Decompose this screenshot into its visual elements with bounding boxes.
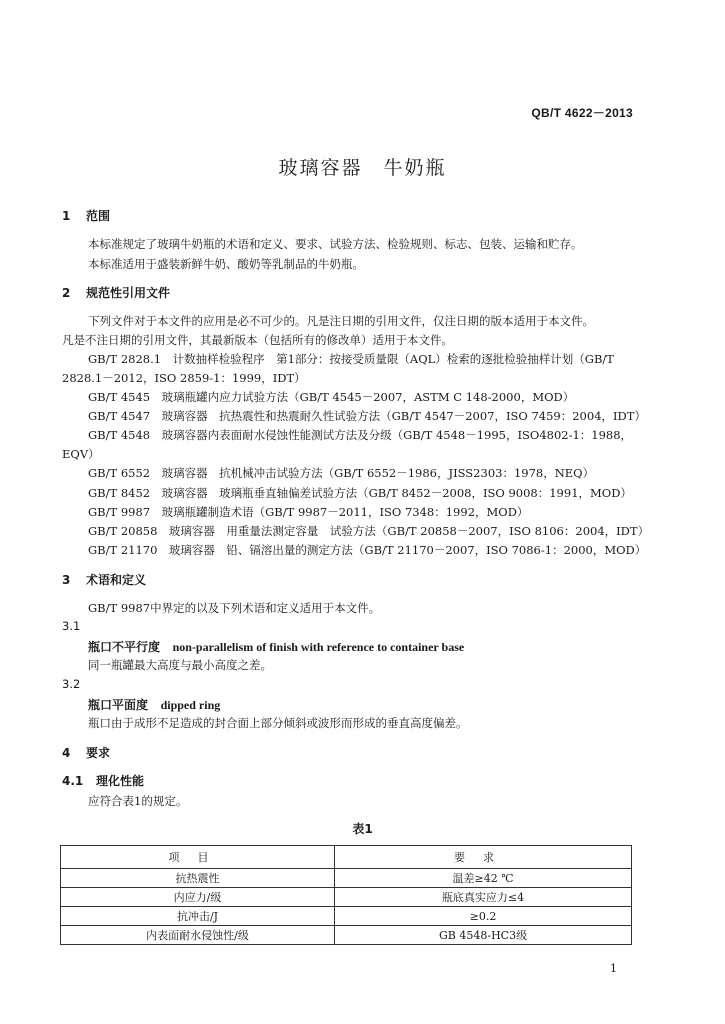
standard-number: QB/T 4622－2013 — [531, 106, 633, 120]
reference-item-cont: 2828.1－2012，ISO 2859-1：1999，IDT） — [62, 371, 306, 385]
requirements-table — [60, 845, 632, 945]
table-cell: 内应力/级 — [61, 888, 335, 907]
paragraph: 本标准适用于盛装新鲜牛奶、酸奶等乳制品的牛奶瓶。 — [88, 257, 364, 271]
table-cell: 温差≥42 ℃ — [335, 869, 632, 888]
table-caption: 表1 — [352, 822, 373, 836]
table-row — [61, 907, 632, 926]
section-3-heading — [62, 571, 146, 588]
term-heading — [88, 696, 220, 713]
reference-item: GB/T 4545 玻璃瓶罐内应力试验方法（GB/T 4545－2007，ASTM C 148-2000，MOD） — [88, 390, 575, 404]
section-title: 要求 — [86, 746, 111, 760]
paragraph: 凡是不注日期的引用文件，其最新版本（包括所有的修改单）适用于本文件。 — [62, 333, 453, 347]
term-en: non-parallelism of finish with reference to container base — [172, 640, 465, 654]
reference-item: GB/T 8452 玻璃容器 玻璃瓶垂直轴偏差试验方法（GB/T 8452－2008，ISO 9008：1991，MOD） — [88, 486, 632, 500]
section-4-heading — [62, 744, 110, 761]
term-definition: 瓶口由于成形不足造成的封合面上部分倾斜或波形而形成的垂直高度偏差。 — [88, 716, 468, 730]
table-cell: 抗冲击/J — [61, 907, 335, 926]
section-number: 3 — [62, 573, 71, 587]
term-zh: 瓶口不平行度 — [88, 640, 161, 654]
section-title: 术语和定义 — [86, 573, 147, 587]
table-cell: ≥0.2 — [335, 907, 632, 926]
table-cell: GB 4548-HC3级 — [335, 926, 632, 945]
term-zh: 瓶口平面度 — [88, 698, 149, 712]
section-title: 规范性引用文件 — [86, 286, 171, 300]
reference-item: GB/T 4548 玻璃容器内表面耐水侵蚀性能测试方法及分级（GB/T 4548－1995，ISO4802-1：1988， — [88, 428, 633, 442]
term-definition: 同一瓶罐最大高度与最小高度之差。 — [88, 658, 272, 672]
table-cell: 瓶底真实应力≤4 — [335, 888, 632, 907]
reference-item: GB/T 9987 玻璃瓶罐制造术语（GB/T 9987－2011，ISO 7348：1992，MOD） — [88, 505, 529, 519]
table-row — [61, 888, 632, 907]
table-cell: 内表面耐水侵蚀性/级 — [61, 926, 335, 945]
section-title: 范围 — [86, 209, 111, 223]
table-header-cell: 要求 — [335, 846, 632, 869]
paragraph: 下列文件对于本文件的应用是必不可少的。凡是注日期的引用文件，仅注日期的版本适用于本文件。 — [88, 314, 594, 328]
term-number: 3.1 — [62, 619, 81, 633]
reference-item-cont: EQV） — [62, 447, 100, 461]
section-number: 1 — [62, 209, 71, 223]
reference-item: GB/T 6552 玻璃容器 抗机械冲击试验方法（GB/T 6552－1986，JISS2303：1978，NEQ） — [88, 466, 595, 480]
reference-item: GB/T 21170 玻璃容器 铅、镉溶出量的测定方法（GB/T 21170－2007，ISO 7086-1：2000，MOD） — [88, 543, 647, 557]
table-header-cell: 项目 — [61, 846, 335, 869]
page-title: 玻璃容器 牛奶瓶 — [278, 157, 447, 179]
section-2-heading — [62, 284, 170, 301]
subsection-number: 4.1 — [62, 774, 84, 788]
section-1-heading — [62, 207, 110, 224]
paragraph: 本标准规定了玻璃牛奶瓶的术语和定义、要求、试验方法、检验规则、标志、包装、运输和贮存。 — [88, 237, 583, 251]
reference-item: GB/T 4547 玻璃容器 抗热震性和热震耐久性试验方法（GB/T 4547－2007，ISO 7459：2004，IDT） — [88, 409, 646, 423]
section-number: 2 — [62, 286, 71, 300]
table-cell: 抗热震性 — [61, 869, 335, 888]
section-number: 4 — [62, 746, 71, 760]
term-heading — [88, 638, 464, 655]
reference-item: GB/T 2828.1 计数抽样检验程序 第1部分：按接受质量限（AQL）检索的逐批检验抽样计划（GB/T — [88, 352, 614, 366]
term-en: dipped ring — [160, 698, 221, 712]
table-row — [61, 869, 632, 888]
subsection-4-1-heading — [62, 772, 144, 789]
table-row — [61, 926, 632, 945]
paragraph: GB/T 9987中界定的以及下列术语和定义适用于本文件。 — [88, 601, 381, 615]
subsection-title: 理化性能 — [96, 774, 145, 788]
paragraph: 应符合表1的规定。 — [88, 794, 188, 808]
reference-item: GB/T 20858 玻璃容器 用重量法测定容量 试验方法（GB/T 20858－2007，ISO 8106：2004，IDT） — [88, 524, 650, 538]
page-number: 1 — [610, 962, 617, 975]
term-number: 3.2 — [62, 677, 81, 691]
table-header-row — [61, 846, 632, 869]
